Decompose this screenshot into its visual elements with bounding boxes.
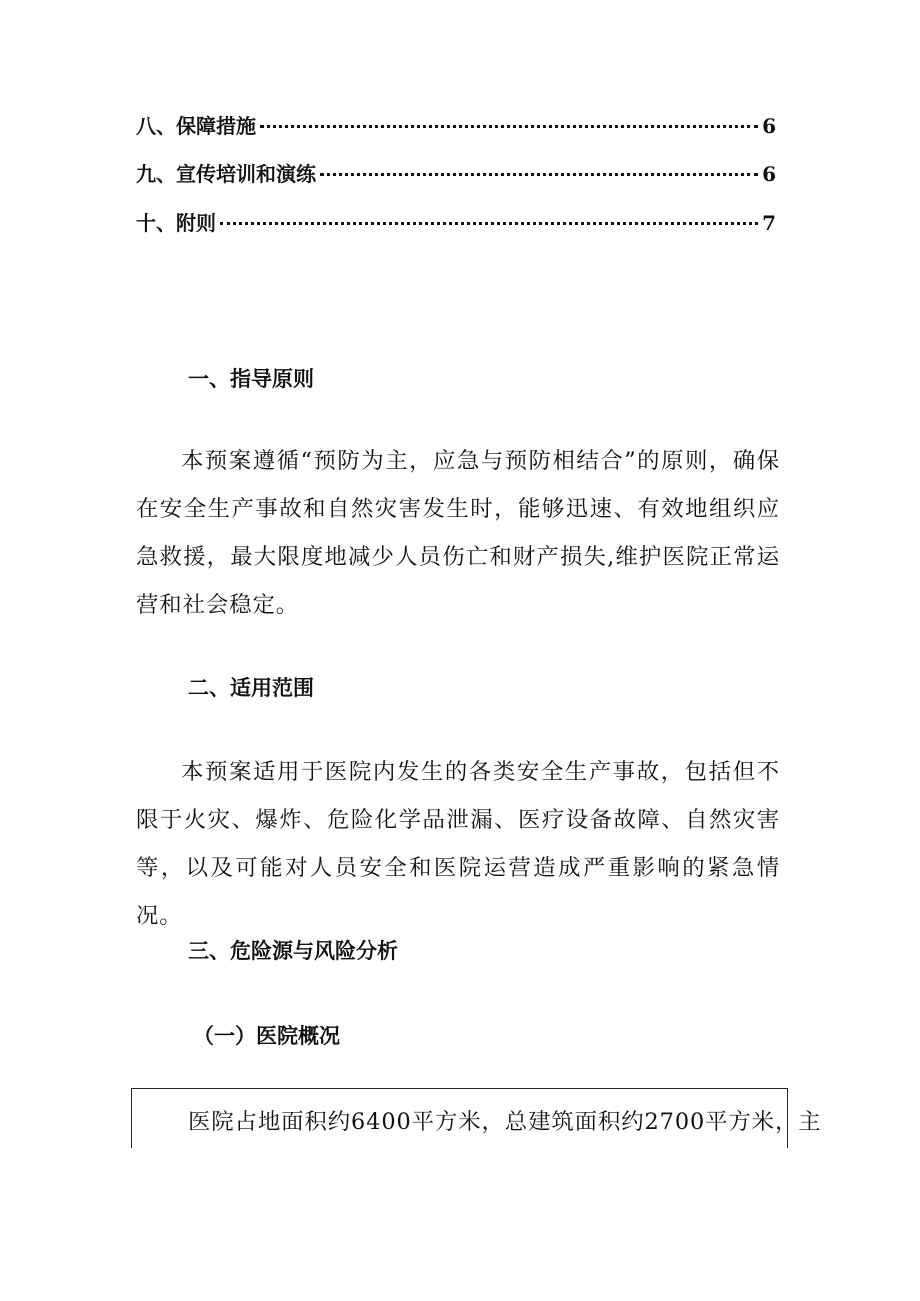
toc-entry[interactable] [136, 111, 776, 141]
text-frame-box [131, 1088, 822, 1148]
toc-entry-page: 7 [762, 211, 776, 235]
toc-entry[interactable] [136, 159, 776, 189]
section-heading-hazard-analysis: 三、危险源与风险分析 [188, 939, 398, 963]
toc-entry-page: 6 [762, 114, 776, 138]
toc-entry-page: 6 [762, 162, 776, 186]
section-body-scope: 本预案适用于医院内发生的各类安全生产事故，包括但不限于火灾、爆炸、危险化学品泄漏、医疗设备故障、自然灾害等，以及可能对人员安全和医院运营造成严重影响的紧急情况。 [136, 759, 780, 929]
toc-entry[interactable] [136, 208, 776, 238]
toc-entry-label: 九、宣传培训和演练 [136, 162, 316, 186]
hospital-overview-text: 医院占地面积约6400平方米，总建筑面积约2700平方米，主 [188, 1109, 822, 1135]
subsection-heading-hospital-overview: （一）医院概况 [193, 1024, 340, 1048]
section-heading-guiding-principles: 一、指导原则 [188, 367, 314, 391]
section-body-guiding-principles: 本预案遵循“预防为主，应急与预防相结合”的原则，确保在安全生产事故和自然灾害发生时，能够迅速、有效地组织应急救援，最大限度地减少人员伤亡和财产损失,维护医院正常运营和社会稳定。 [136, 448, 780, 618]
toc-entry-label: 八、保障措施 [136, 114, 256, 138]
toc-entry-label: 十、附则 [136, 211, 216, 235]
toc-leader-dots [260, 125, 758, 128]
toc-leader-dots [220, 222, 758, 225]
toc-leader-dots [320, 173, 758, 176]
section-heading-scope: 二、适用范围 [188, 676, 314, 700]
